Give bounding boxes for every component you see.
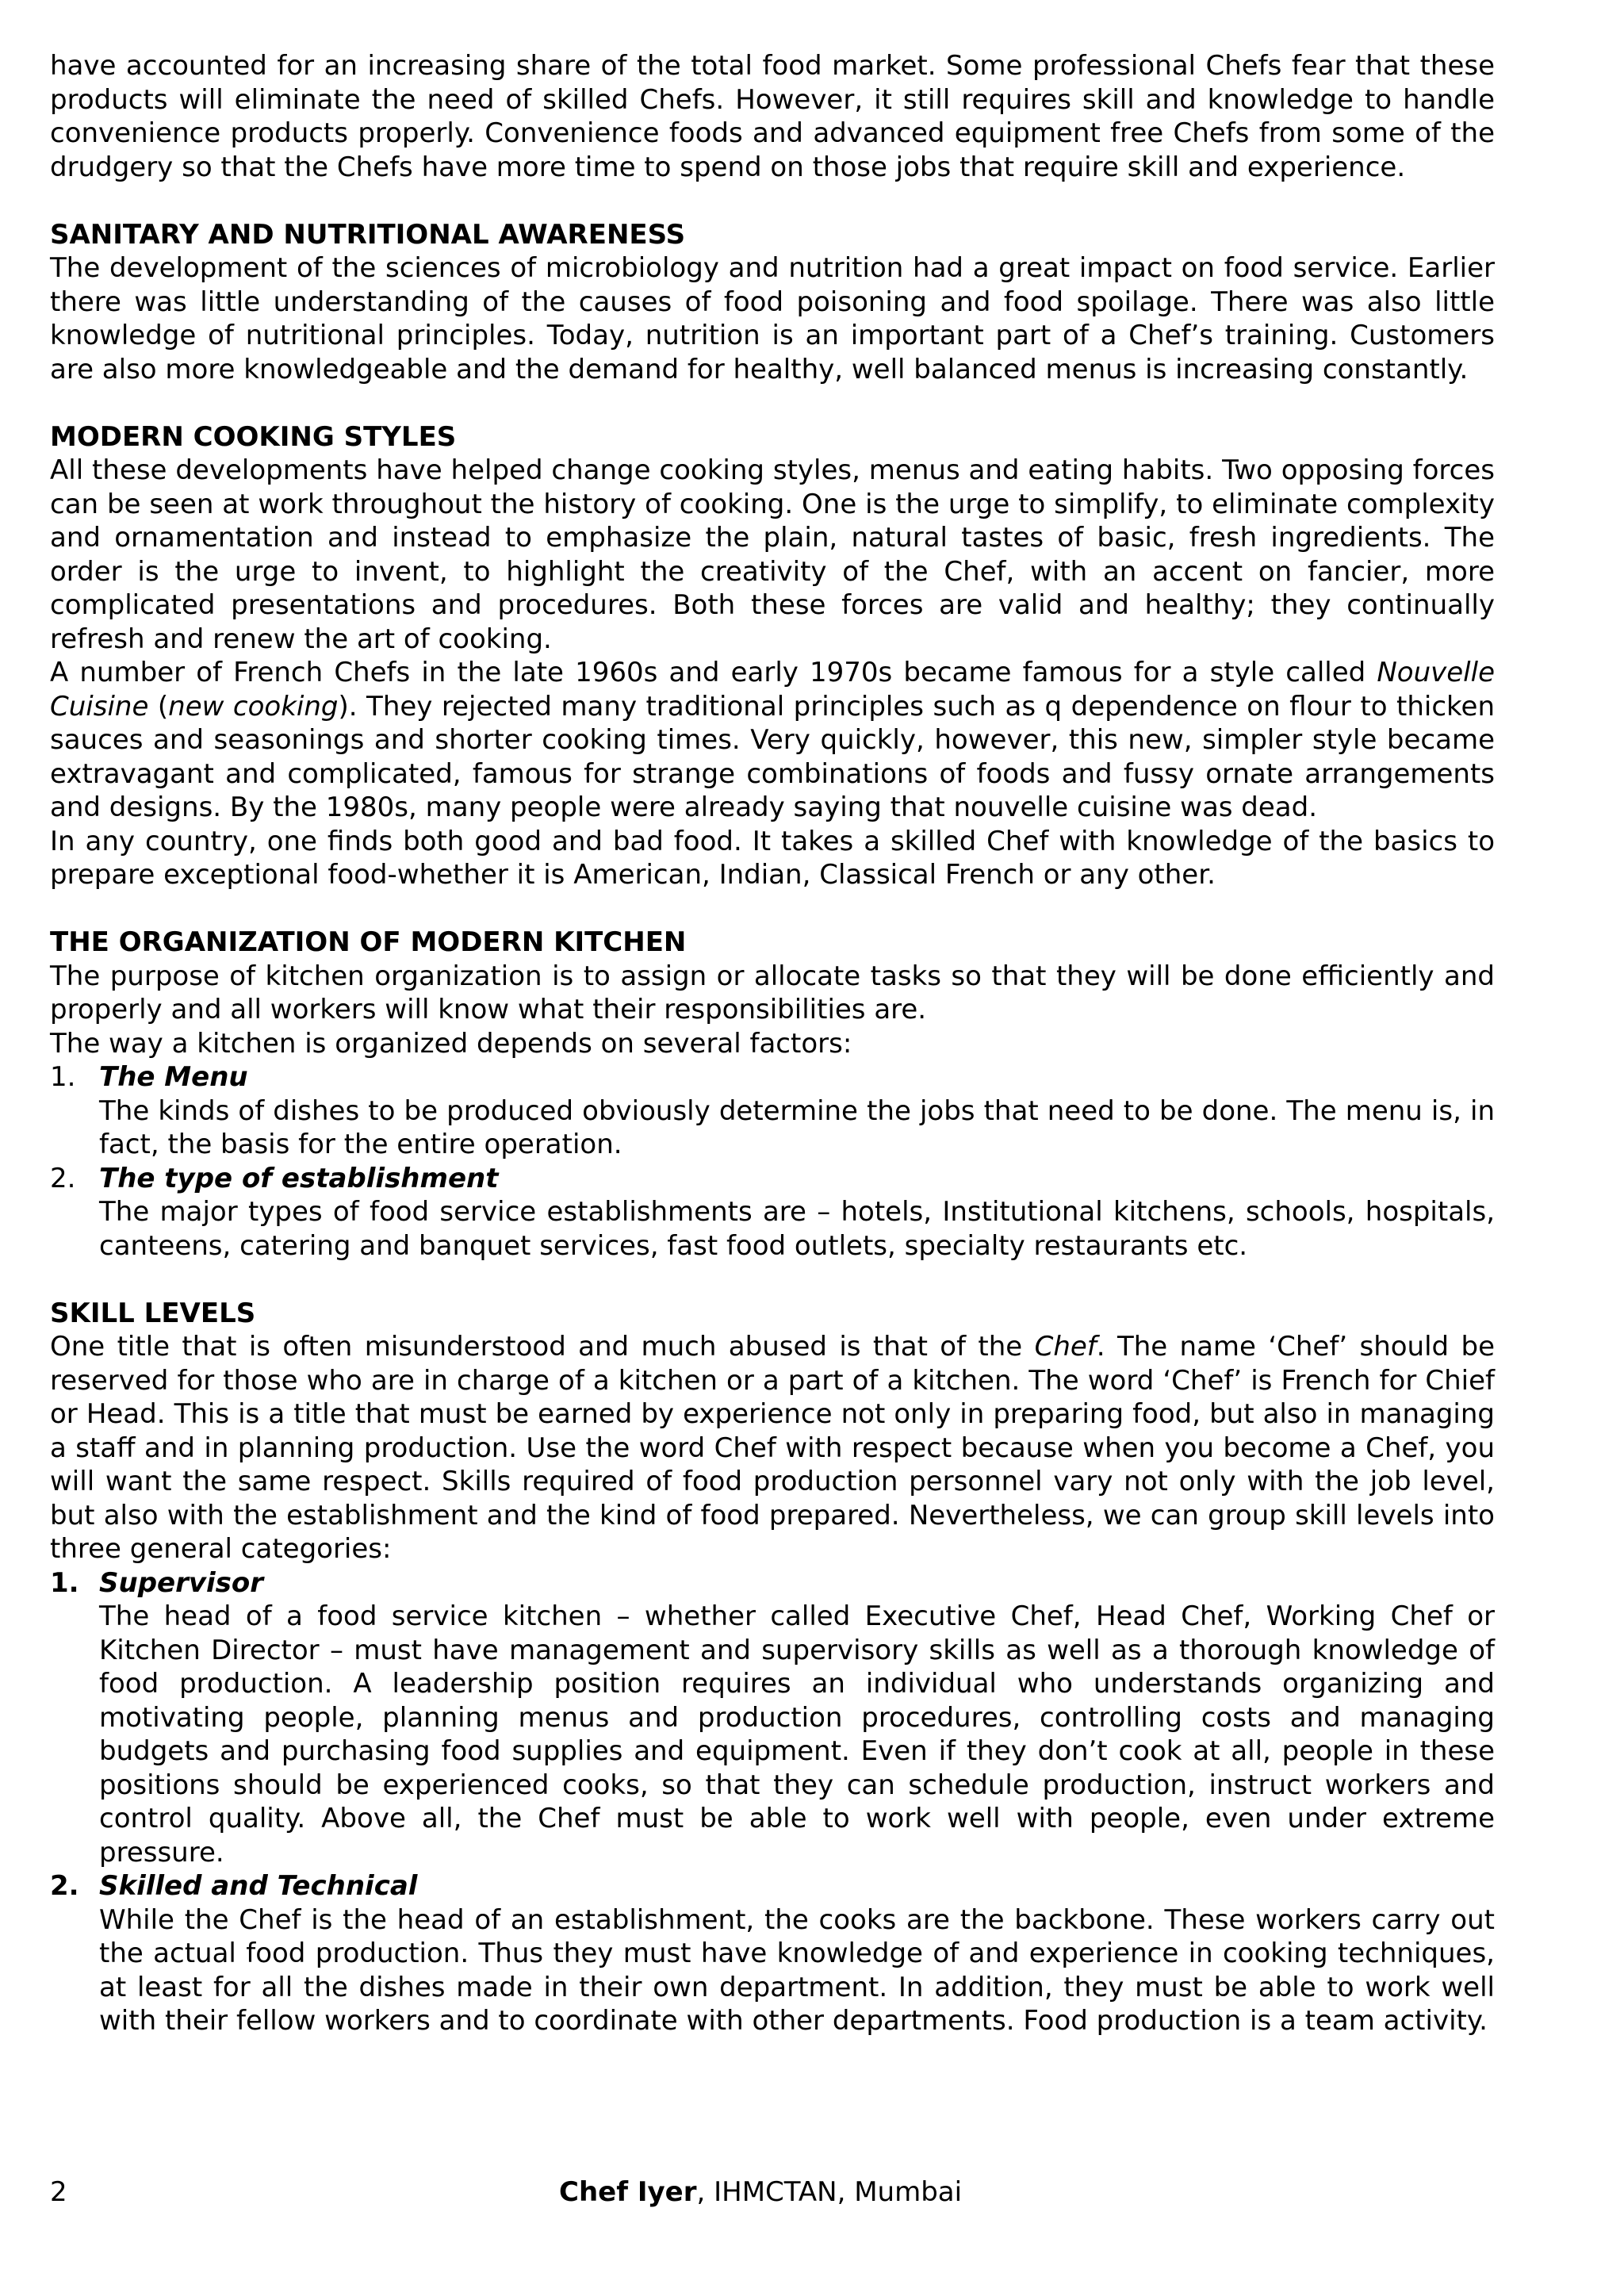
section-heading-modern-cooking: MODERN COOKING STYLES [50,420,457,453]
modern-paragraph-3: In any country, one finds both good and bad food. It takes a skilled Chef with knowledge of the basics to prepare exceptional food-whether it is American, Indian, Classical French or any other. [50,825,1495,891]
list-item [50,1869,1495,2038]
text-run: ( [148,690,169,723]
italic-term: Nouvelle Cuisine [50,657,1495,723]
sanitary-paragraph: The development of the sciences of microbiology and nutrition had a great impact on food service. Earlier there was little understanding of the causes of food poisoning and food spoilage. There was also little knowledge of nutritional principles. Today, nutrition is an important part of a Chef’s training. Customers are also more knowledgeable and the demand for healthy, well balanced menus is increasing constantly. [50,252,1495,385]
list-item-title: Skilled and Technical [99,1870,418,1902]
list-item-title: Supervisor [99,1566,264,1599]
list-number: 2. [50,1162,76,1194]
italic-term: Chef [1034,1331,1097,1363]
footer-author: Chef Iyer [559,2176,697,2208]
organization-paragraph-2: The way a kitchen is organized depends on several factors: [50,1027,852,1060]
list-number: 2. [50,1870,79,1902]
text-run: ). They rejected many traditional principles such as q dependence on flour to thicken sauces and seasonings and shorter cooking times. Very quickly, however, this new, simpler style became extravagant and complicated, famous for strange combinations of foods and fussy ornate arrangements and designs. By the 1980s, many people were already saying that nouvelle cuisine was dead. [50,690,1495,823]
list-item-title: The type of establishment [99,1162,499,1194]
list-item [50,1162,1495,1263]
page-content [50,49,1495,2038]
list-number: 1. [50,1566,79,1599]
list-item-text: The kinds of dishes to be produced obviously determine the jobs that need to be done. The menu is, in fact, the basis for the entire operation. [99,1094,1495,1160]
section-heading-skill-levels: SKILL LEVELS [50,1297,256,1329]
list-item-text: While the Chef is the head of an establishment, the cooks are the backbone. These workers carry out the actual food production. Thus they must have knowledge of and experience in cooking techniques, at least for all the dishes made in their own department. In addition, they must be able to work well with their fellow workers and to coordinate with other departments. Food production is a team activity. [99,1903,1495,2037]
spacer [50,892,1495,926]
organization-paragraph-1: The purpose of kitchen organization is to assign or allocate tasks so that they will be done efficiently and properly and all workers will know what their responsibilities are. [50,960,1495,1025]
modern-paragraph-1: All these developments have helped change cooking styles, menus and eating habits. Two opposing forces can be seen at work throughout the history of cooking. One is the urge to simplify, to eliminate complexity and ornamentation and instead to emphasize the plain, natural tastes of basic, fresh ingredients. The order is the urge to invent, to highlight the creativity of the Chef, with an accent on fancier, more complicated presentations and procedures. Both these forces are valid and healthy; they continually refresh and renew the art of cooking. [50,454,1495,655]
text-run: A number of French Chefs in the late 1960s and early 1970s became famous for a style called [50,657,1377,688]
section-heading-organization: THE ORGANIZATION OF MODERN KITCHEN [50,926,687,958]
list-item [50,1060,1495,1162]
spacer [50,386,1495,420]
spacer [50,184,1495,218]
section-heading-sanitary: SANITARY AND NUTRITIONAL AWARENESS [50,218,686,251]
italic-term: new cooking [168,690,339,723]
text-run: One title that is often misunderstood and much abused is that of the [50,1331,1035,1363]
footer-credit [559,2175,962,2209]
list-item-text: The major types of food service establishments are – hotels, Institutional kitchens, schools, hospitals, canteens, catering and banquet services, fast food outlets, specialty restaurants etc. [99,1196,1495,1262]
text-run: . The name ‘Chef’ should be reserved for those who are in charge of a kitchen or a part of a kitchen. The word ‘Chef’ is French for Chief or Head. This is a title that must be earned by experience not only in preparing food, but also in managing a staff and in planning production. Use the word Chef with respect because when you become a Chef, you will want the same respect. Skills required of food production personnel vary not only with the job level, but also with the establishment and the kind of food prepared. Nevertheless, we can group skill levels into three general categories: [50,1331,1496,1565]
list-item [50,1566,1495,1870]
skill-paragraph-1 [50,1330,1495,1566]
page-footer [50,2175,1495,2209]
modern-paragraph-2 [50,656,1495,825]
page-number: 2 [50,2176,67,2208]
spacer [50,1263,1495,1297]
list-item-text: The head of a food service kitchen – whether called Executive Chef, Head Chef, Working Chef or Kitchen Director – must have management and supervisory skills as well as a thorough knowledge of food production. A leadership position requires an individual who understands organizing and motivating people, planning menus and production procedures, controlling costs and managing budgets and purchasing food supplies and equipment. Even if they don’t cook at all, people in these positions should be experienced cooks, so that they can schedule production, instruct workers and control quality. Above all, the Chef must be able to work well with people, even under extreme pressure. [99,1600,1495,1869]
intro-paragraph: have accounted for an increasing share of the total food market. Some professional Chefs fear that these products will eliminate the need of skilled Chefs. However, it still requires skill and knowledge to handle convenience products properly. Convenience foods and advanced equipment free Chefs from some of the drudgery so that the Chefs have more time to spend on those jobs that require skill and experience. [50,50,1495,183]
footer-affiliation: , IHMCTAN, Mumbai [696,2176,963,2208]
list-number: 1. [50,1061,76,1093]
list-item-title: The Menu [99,1061,248,1093]
